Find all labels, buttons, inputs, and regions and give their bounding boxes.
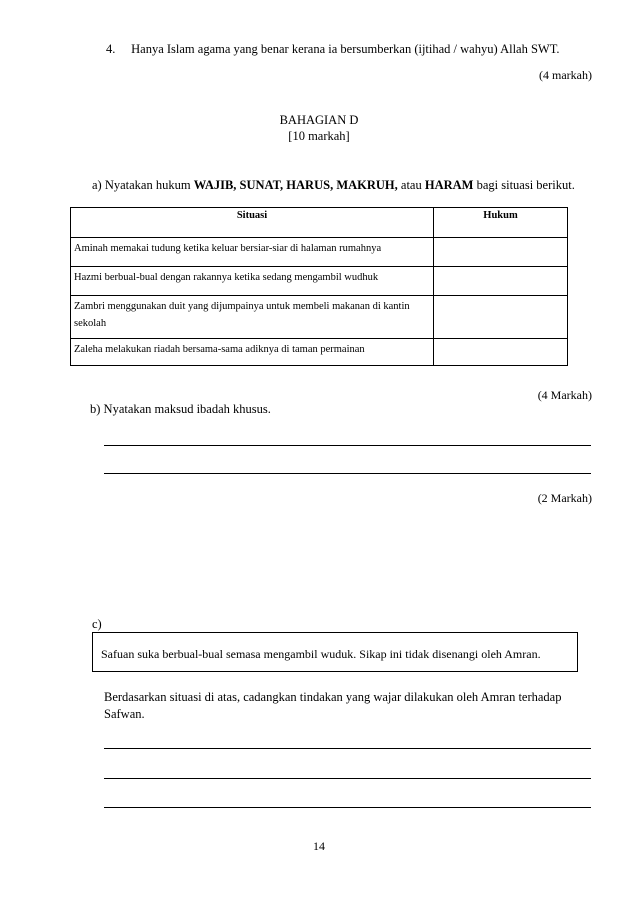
scenario-box <box>92 632 578 672</box>
table-row <box>71 296 568 339</box>
answer-cell[interactable] <box>434 296 568 339</box>
question-c-text: Berdasarkan situasi di atas, cadangkan tindakan yang wajar dilakukan oleh Amran terhadap Safwan. <box>104 690 562 721</box>
answer-line[interactable] <box>104 445 591 446</box>
question-4 <box>106 42 560 57</box>
scenario-text: Safuan suka berbual-bual semasa mengambil wuduk. Sikap ini tidak disenangi oleh Amran. <box>101 647 541 661</box>
page-number: 14 <box>313 839 325 853</box>
question-a <box>92 178 575 193</box>
situation-table <box>70 207 568 366</box>
answer-line[interactable] <box>104 778 591 779</box>
section-marks: [10 markah] <box>288 129 350 143</box>
answer-line[interactable] <box>104 748 591 749</box>
answer-line[interactable] <box>104 473 591 474</box>
question-a-last-term: HARAM <box>424 178 474 192</box>
situation-cell: Aminah memakai tudung ketika keluar bersiar-siar di halaman rumahnya <box>71 238 434 267</box>
answer-cell[interactable] <box>434 267 568 296</box>
answer-cell[interactable] <box>434 339 568 366</box>
table-header-row <box>71 208 568 238</box>
table-row <box>71 267 568 296</box>
marks-label: (4 markah) <box>539 68 592 82</box>
question-b: b) Nyatakan maksud ibadah khusus. <box>90 402 271 416</box>
header-situasi: Situasi <box>71 208 434 238</box>
table-row <box>71 238 568 267</box>
marks-label: (2 Markah) <box>537 491 592 505</box>
question-number: 4. <box>106 42 116 56</box>
answer-cell[interactable] <box>434 238 568 267</box>
question-a-middle: atau <box>397 178 425 192</box>
question-c-label: c) <box>92 617 102 631</box>
question-a-terms: WAJIB, SUNAT, HARUS, MAKRUH, <box>193 178 398 192</box>
question-a-prefix: a) Nyatakan hukum <box>92 178 194 192</box>
section-title: BAHAGIAN D <box>279 113 359 127</box>
table-row <box>71 339 568 366</box>
question-text: Hanya Islam agama yang benar kerana ia bersumberkan (ijtihad / wahyu) Allah SWT. <box>131 42 560 56</box>
situation-cell: Zambri menggunakan duit yang dijumpainya untuk membeli makanan di kantin sekolah <box>71 296 434 339</box>
question-a-suffix: bagi situasi berikut. <box>473 178 575 192</box>
header-hukum: Hukum <box>434 208 568 238</box>
situation-cell: Zaleha melakukan riadah bersama-sama adiknya di taman permainan <box>71 339 434 366</box>
marks-label: (4 Markah) <box>537 388 592 402</box>
situation-cell: Hazmi berbual-bual dengan rakannya ketika sedang mengambil wudhuk <box>71 267 434 296</box>
answer-line[interactable] <box>104 807 591 808</box>
